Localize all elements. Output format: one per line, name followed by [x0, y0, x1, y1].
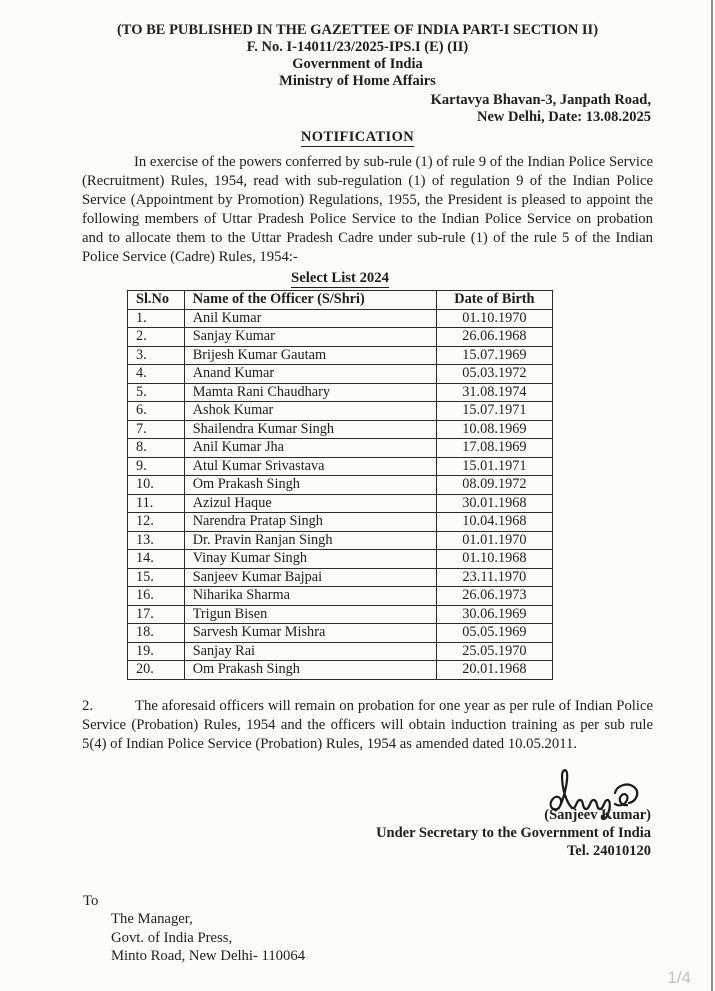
dob-cell: 23.11.1970	[436, 568, 552, 587]
notification-heading: NOTIFICATION	[300, 129, 415, 145]
gazette-line: (TO BE PUBLISHED IN THE GAZETTEE OF INDIA PART-I SECTION II)	[116, 22, 599, 38]
table-row	[128, 550, 553, 569]
table-row	[128, 476, 553, 495]
officer-table-body	[128, 309, 553, 679]
dob-cell: 30.06.1969	[436, 605, 552, 624]
dob-cell: 01.01.1970	[436, 531, 552, 550]
sl-no-cell: 7.	[128, 420, 185, 439]
dob-cell: 15.01.1971	[436, 457, 552, 476]
col-header-dob: Date of Birth	[436, 291, 552, 310]
signatory-title: Under Secretary to the Government of India	[376, 824, 651, 841]
table-row	[128, 383, 553, 402]
officer-name-cell: Sarvesh Kumar Mishra	[184, 624, 436, 643]
table-row	[128, 605, 553, 624]
sl-no-cell: 10.	[128, 476, 185, 495]
dob-cell: 05.05.1969	[436, 624, 552, 643]
dob-cell: 01.10.1970	[436, 309, 552, 328]
officer-name-cell: Narendra Pratap Singh	[184, 513, 436, 532]
address-line-2: New Delhi, Date: 13.08.2025	[477, 109, 651, 125]
table-row	[128, 439, 553, 458]
sl-no-cell: 16.	[128, 587, 185, 606]
table-row	[128, 365, 553, 384]
table-header-row	[128, 291, 553, 310]
paragraph-2-text: The aforesaid officers will remain on probation for one year as per rule of Indian Police Service (Probation) Rules, 1954 and the officers will obtain induction training as per sub rule 5(4) of Indian Police Service (Probation) Rules, 1954 as amended dated 10.05.2011.	[82, 697, 653, 752]
page-indicator: 1/4	[667, 968, 691, 987]
dob-cell: 30.01.1968	[436, 494, 552, 513]
sl-no-cell: 1.	[128, 309, 185, 328]
dob-cell: 08.09.1972	[436, 476, 552, 495]
government-line: Government of India	[292, 56, 423, 72]
table-row	[128, 328, 553, 347]
document-header	[0, 0, 715, 90]
officer-name-cell: Sanjay Kumar	[184, 328, 436, 347]
sl-no-cell: 5.	[128, 383, 185, 402]
select-list-title: Select List 2024	[291, 270, 389, 286]
officer-name-cell: Shailendra Kumar Singh	[184, 420, 436, 439]
table-row	[128, 587, 553, 606]
sl-no-cell: 4.	[128, 365, 185, 384]
signature-block	[0, 764, 715, 860]
col-header-name: Name of the Officer (S/Shri)	[184, 291, 436, 310]
dob-cell: 17.08.1969	[436, 439, 552, 458]
issuing-address	[0, 92, 715, 126]
table-row	[128, 457, 553, 476]
table-row	[128, 624, 553, 643]
dob-cell: 26.06.1973	[436, 587, 552, 606]
officer-name-cell: Azizul Haque	[184, 494, 436, 513]
signatory-tel: Tel. 24010120	[566, 842, 651, 859]
sl-no-cell: 19.	[128, 642, 185, 661]
sl-no-cell: 18.	[128, 624, 185, 643]
dob-cell: 10.08.1969	[436, 420, 552, 439]
officer-name-cell: Brijesh Kumar Gautam	[184, 346, 436, 365]
sl-no-cell: 20.	[128, 661, 185, 680]
table-row	[128, 642, 553, 661]
table-row	[128, 494, 553, 513]
dob-cell: 20.01.1968	[436, 661, 552, 680]
dob-cell: 26.06.1968	[436, 328, 552, 347]
table-row	[128, 420, 553, 439]
sl-no-cell: 2.	[128, 328, 185, 347]
sl-no-cell: 6.	[128, 402, 185, 421]
officer-table	[127, 290, 553, 680]
col-header-slno: Sl.No	[128, 291, 185, 310]
officer-name-cell: Anil Kumar Jha	[184, 439, 436, 458]
table-row	[128, 661, 553, 680]
signatory-name: (Sanjeev Kumar)	[544, 806, 651, 823]
sl-no-cell: 13.	[128, 531, 185, 550]
dob-cell: 10.04.1968	[436, 513, 552, 532]
table-row	[128, 346, 553, 365]
officer-name-cell: Mamta Rani Chaudhary	[184, 383, 436, 402]
sl-no-cell: 17.	[128, 605, 185, 624]
officer-name-cell: Ashok Kumar	[184, 402, 436, 421]
sl-no-cell: 15.	[128, 568, 185, 587]
officer-name-cell: Om Prakash Singh	[184, 661, 436, 680]
dob-cell: 15.07.1969	[436, 346, 552, 365]
dob-cell: 15.07.1971	[436, 402, 552, 421]
dob-cell: 31.08.1974	[436, 383, 552, 402]
table-row	[128, 513, 553, 532]
paragraph-2-number: 2.	[82, 697, 94, 714]
officer-name-cell: Atul Kumar Srivastava	[184, 457, 436, 476]
officer-name-cell: Om Prakash Singh	[184, 476, 436, 495]
paragraph-1: In exercise of the powers conferred by sub-rule (1) of rule 9 of the Indian Police Service (Recruitment) Rules, 1954, read with sub-regulation (1) of regulation 9 of the Indian Police Service (Appointment by Promotion) Regulations, 1955, the President is pleased to appoint the following members of Uttar Pradesh Police Service to the Indian Police Service on probation and to allocate them to the Uttar Pradesh Cadre under sub-rule (1) of the rule 5 of the Indian Police Service (Cadre) Rules, 1954:-	[82, 154, 653, 265]
sl-no-cell: 8.	[128, 439, 185, 458]
sl-no-cell: 12.	[128, 513, 185, 532]
officer-name-cell: Sanjay Rai	[184, 642, 436, 661]
officer-name-cell: Vinay Kumar Singh	[184, 550, 436, 569]
dob-cell: 25.05.1970	[436, 642, 552, 661]
sl-no-cell: 11.	[128, 494, 185, 513]
officer-name-cell: Trigun Bisen	[184, 605, 436, 624]
paragraph-2	[82, 697, 653, 754]
recipient-line-3: Minto Road, New Delhi- 110064	[111, 948, 306, 964]
sl-no-cell: 3.	[128, 346, 185, 365]
officer-name-cell: Anand Kumar	[184, 365, 436, 384]
dob-cell: 01.10.1968	[436, 550, 552, 569]
officer-name-cell: Niharika Sharma	[184, 587, 436, 606]
table-row	[128, 531, 553, 550]
officer-name-cell: Sanjeev Kumar Bajpai	[184, 568, 436, 587]
ministry-line: Ministry of Home Affairs	[279, 73, 436, 89]
recipient-line-1: The Manager,	[111, 911, 193, 927]
table-row	[128, 402, 553, 421]
table-row	[128, 309, 553, 328]
recipient-block	[83, 892, 715, 966]
dob-cell: 05.03.1972	[436, 365, 552, 384]
recipient-line-2: Govt. of India Press,	[111, 929, 233, 946]
to-label: To	[83, 892, 99, 909]
address-line-1: Kartavya Bhavan-3, Janpath Road,	[430, 92, 651, 108]
sl-no-cell: 14.	[128, 550, 185, 569]
officer-name-cell: Dr. Pravin Ranjan Singh	[184, 531, 436, 550]
sl-no-cell: 9.	[128, 457, 185, 476]
file-number: F. No. I-14011/23/2025-IPS.I (E) (II)	[246, 39, 469, 55]
officer-name-cell: Anil Kumar	[184, 309, 436, 328]
table-row	[128, 568, 553, 587]
